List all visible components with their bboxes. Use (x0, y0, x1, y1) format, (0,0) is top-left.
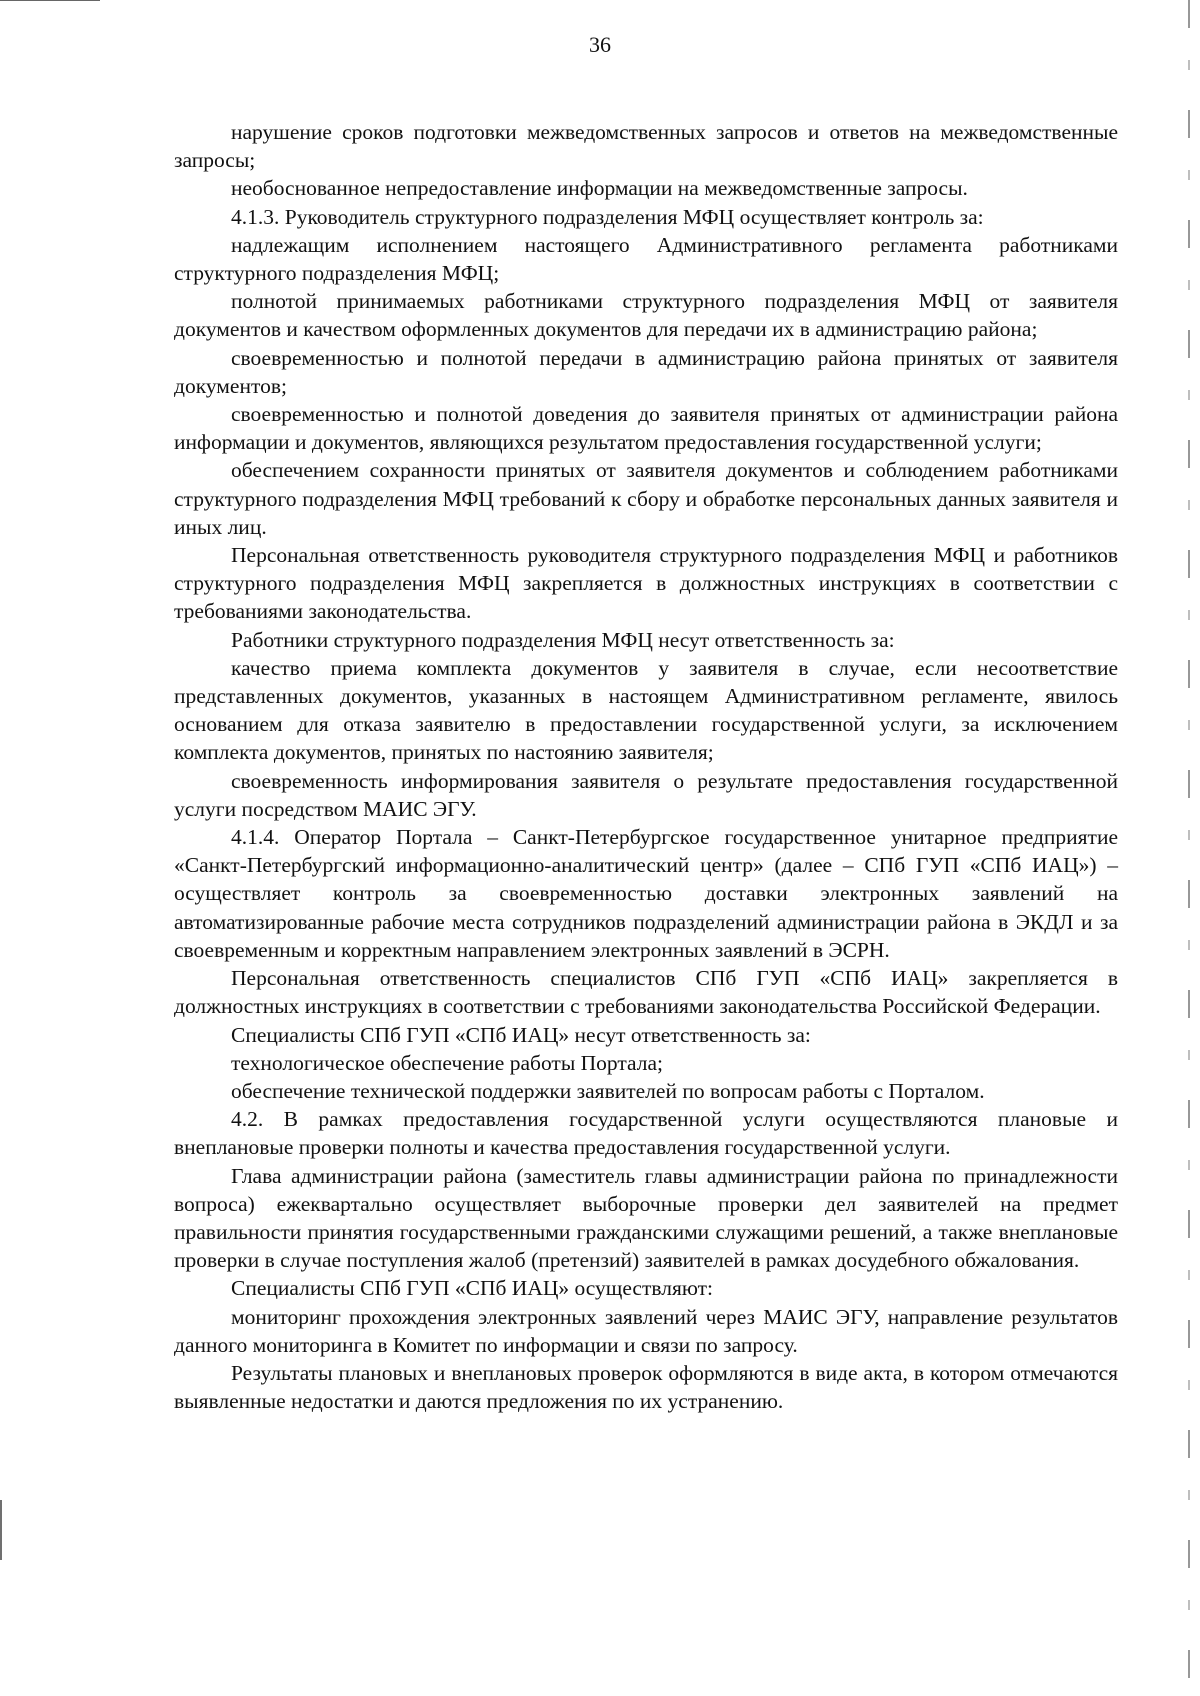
paragraph: качество приема комплекта документов у заявителя в случае, если несоответствие представленных документов, указанных в настоящем Административном регламенте, явилось основанием для отказа заявителю в предоставлении государственной услуги, за исключением комплекта документов, принятых по настоянию заявителя; (174, 655, 1118, 765)
paragraph: 4.2. В рамках предоставления государственной услуги осуществляются плановые и внеплановые проверки полноты и качества предоставления государственной услуги. (174, 1107, 1118, 1160)
scan-artifact-left-edge (0, 1500, 2, 1560)
paragraph: нарушение сроков подготовки межведомственных запросов и ответов на межведомственные запросы; (174, 120, 1118, 173)
paragraph: Работники структурного подразделения МФЦ несут ответственность за: (231, 627, 895, 652)
paragraph: обеспечением сохранности принятых от заявителя документов и соблюдением работниками структурного подразделения МФЦ требований к сбору и обработке персональных данных заявителя и иных лиц. (174, 458, 1118, 539)
paragraph: Персональная ответственность руководителя структурного подразделения МФЦ и работников структурного подразделения МФЦ закрепляется в должностных инструкциях в соответствии с требованиями законодательства. (174, 543, 1118, 624)
scan-artifact-top (0, 0, 100, 1)
paragraph: Специалисты СПб ГУП «СПб ИАЦ» осуществляют: (231, 1276, 713, 1301)
paragraph: надлежащим исполнением настоящего Административного регламента работниками структурного подразделения МФЦ; (174, 232, 1118, 286)
paragraph: полнотой принимаемых работниками структурного подразделения МФЦ от заявителя документов и качеством оформленных документов для передачи их в администрацию района; (174, 289, 1118, 342)
paragraph: 4.1.4. Оператор Портала – Санкт-Петербургское государственное унитарное предприятие «Санкт-Петербургский информационно-аналитический центр» (далее – СПб ГУП «СПб ИАЦ») – осуществляет контроль за своевременностью доставки электронных заявлений на автоматизированные рабочие места сотрудников подразделений администрации района в ЭКДЛ и за своевременным и корректным направлением электронных заявлений в ЭСРН. (174, 825, 1118, 962)
document-body (174, 118, 1118, 1415)
paragraph: мониторинг прохождения электронных заявлений через МАИС ЭГУ, направление результатов данного мониторинга в Комитет по информации и связи по запросу. (174, 1304, 1118, 1357)
page-number: 36 (589, 32, 611, 57)
paragraph: своевременностью и полнотой доведения до заявителя принятых от администрации района информации и документов, являющихся результатом предоставления государственной услуги; (174, 402, 1118, 455)
paragraph: технологическое обеспечение работы Портала; (231, 1050, 664, 1075)
scan-artifact-right-edge (1188, 0, 1190, 1696)
paragraph: Специалисты СПб ГУП «СПб ИАЦ» несут ответственность за: (231, 1022, 811, 1047)
paragraph: Глава администрации района (заместитель главы администрации района по принадлежности вопроса) ежеквартально осуществляет выборочные проверки дел заявителей на предмет правильности принятия государственными гражданскими служащими решений, а также внеплановые проверки в случае поступления жалоб (претензий) заявителей в рамках досудебного обжалования. (174, 1163, 1118, 1273)
paragraph: Результаты плановых и внеплановых проверок оформляются в виде акта, в котором отмечаются выявленные недостатки и даются предложения по их устранению. (174, 1360, 1118, 1414)
paragraph: обеспечение технической поддержки заявителей по вопросам работы с Порталом. (231, 1078, 985, 1103)
paragraph: Персональная ответственность специалистов СПб ГУП «СПб ИАЦ» закрепляется в должностных инструкциях в соответствии с требованиями законодательства Российской Федерации. (174, 966, 1118, 1019)
paragraph: 4.1.3. Руководитель структурного подразделения МФЦ осуществляет контроль за: (231, 204, 984, 229)
paragraph: необоснованное непредоставление информации на межведомственные запросы. (231, 176, 968, 201)
paragraph: своевременностью и полнотой передачи в администрацию района принятых от заявителя документов; (174, 345, 1118, 398)
paragraph: своевременность информирования заявителя о результате предоставления государственной услуги посредством МАИС ЭГУ. (174, 768, 1118, 821)
